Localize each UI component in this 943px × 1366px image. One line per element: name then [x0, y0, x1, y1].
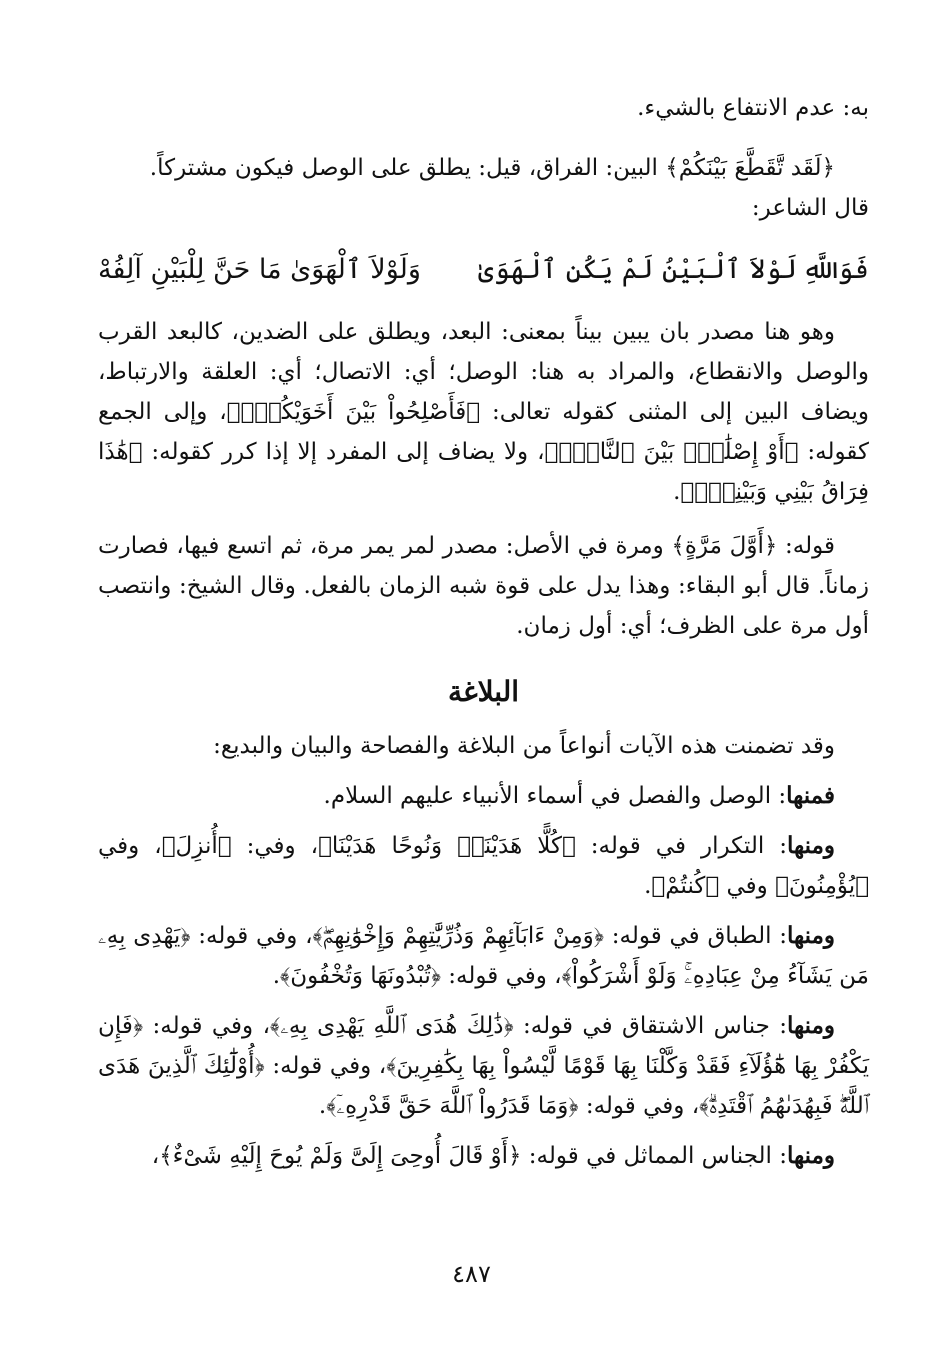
poetry-verse — [98, 248, 869, 292]
quran-quote: ﴿يَهْدِى بِهِۦ مَن يَشَآءُ مِنْ عِبَادِهِۦۚ وَلَوْ أَشْرَكُواْ﴾ — [98, 923, 869, 989]
text-line-3 — [98, 188, 869, 228]
paragraph-text: : الوصل والفصل في أسماء الأنبياء عليهم السلام. — [323, 783, 787, 809]
page-number: ٤٨٧ — [452, 1260, 491, 1288]
paragraph-text: . — [272, 963, 280, 989]
text-line-2 — [98, 148, 869, 188]
quran-quote: ﴿لَقَد تَّقَطَّعَ بَيْنَكُمْ﴾ — [665, 155, 835, 181]
text-line-1-content: به: عدم الانتفاع بالشيء. — [637, 95, 869, 121]
item-keyword: ومنها — [787, 832, 835, 859]
quran-quote: ﴿يُؤْمِنُونَ﴾ — [775, 873, 869, 899]
quran-quote: ﴿تُبْدُونَهَا وَتُخْفُونَ﴾ — [280, 963, 441, 989]
text-line-2-content: البين: الفراق، قيل: يطلق على الوصل فيكون مشتركاً. — [149, 155, 666, 181]
quran-quote: ﴿فَإِن يَكْفُرْ بِهَا هَٰٓؤُلَآءِ فَقَدْ وَكَّلْنَا بِهَا قَوْمًا لَّيْسُواْ بِهَا بِكَٰفِرِينَ﴾ — [98, 1013, 869, 1079]
quran-quote: ﴿وَمَا قَدَرُواْ ٱللَّهَ حَقَّ قَدْرِهِۦٓ﴾ — [326, 1093, 579, 1119]
quran-quote: ﴿أَوْ قَالَ أُوحِىَ إِلَىَّ وَلَمْ يُوحَ إِلَيْهِ شَىْءٌ﴾ — [159, 1143, 522, 1169]
paragraph-text: وقد تضمنت هذه الآيات أنواعاً من البلاغة والفصاحة والبيان والبديع: — [213, 733, 835, 759]
balagha-item-3 — [98, 916, 869, 996]
paragraph-text: ، وفي قوله: — [190, 923, 313, 949]
item-keyword: ومنها — [787, 1012, 836, 1039]
balagha-item-2 — [98, 826, 869, 906]
paragraph-text: ، وفي قوله: — [578, 1093, 700, 1119]
balagha-intro — [98, 726, 869, 766]
quran-quote: ﴿أُوْلَٰٓئِكَ ٱلَّذِينَ هَدَى ٱللَّهُۖ فَبِهُدَىٰهُمُ ٱقْتَدِهْۗ﴾ — [98, 1053, 869, 1119]
paragraph-text: ، وفي قوله: — [264, 1053, 387, 1079]
balagha-item-5 — [98, 1136, 869, 1176]
paragraph-text: ، وفي — [98, 833, 162, 859]
paragraph-text: : جناس الاشتقاق في قوله: — [513, 1013, 788, 1039]
verse-first-hemistich: فَوَاللَّهِ لَوْلاَ ٱلْبَيْنُ لَمْ يَكُنِ ٱلْهَوَىٰ — [478, 254, 869, 285]
quran-quote: ﴿أُنزِلَ﴾ — [161, 833, 232, 859]
verse-second-hemistich: وَلَوْلاَ ٱلْهَوَىٰ مَا حَنَّ لِلْبَيْنِ آلِفُهْ — [98, 254, 421, 285]
quran-quote: ﴿فَأَصْلِحُواْ بَيْنَ أَخَوَيْكُمْۚ﴾ — [226, 399, 481, 425]
paragraph-text: ، وفي: — [231, 833, 319, 859]
quran-quote: ﴿وَمِنْ ءَابَآئِهِمْ وَذُرِّيَّٰتِهِمْ وَإِخْوَٰنِهِمْۖ﴾ — [312, 923, 604, 949]
paragraph-text: ، وإلى الجمع كقوله: — [98, 399, 869, 465]
paragraph-text: ، وفي قوله: — [143, 1013, 270, 1039]
paragraph-text: قوله: — [777, 533, 835, 559]
paragraph-text: ، وفي قوله: — [440, 963, 562, 989]
paragraph-text: : الطباق في قوله: — [603, 923, 788, 949]
quran-quote: ﴿أَوَّلَ مَرَّةٍ﴾ — [671, 533, 778, 559]
item-keyword: ومنها — [787, 1142, 835, 1169]
item-keyword: ومنها — [787, 922, 836, 949]
paragraph-text: . — [318, 1093, 327, 1119]
paragraph-text: ، — [151, 1143, 160, 1169]
paragraph-bayn — [98, 312, 869, 512]
paragraph-text: . — [673, 479, 681, 505]
quran-quote: ﴿أَوْ إِصْلَٰحِۭ بَيْنَ ٱلنَّاسِۚ﴾ — [544, 439, 799, 465]
quran-quote: ﴿ذَٰلِكَ هُدَى ٱللَّهِ يَهْدِى بِهِۦ﴾ — [270, 1013, 514, 1039]
paragraph-text: : الجناس المماثل في قوله: — [521, 1143, 788, 1169]
paragraph-text: وفي — [719, 873, 776, 899]
paragraph-text: : التكرار في قوله: — [575, 833, 788, 859]
paragraph-text: ، ولا يضاف إلى المفرد إلا إذا كرر كقوله: — [142, 439, 545, 465]
balagha-item-4 — [98, 1006, 869, 1126]
paragraph-text: . — [644, 873, 652, 899]
paragraph-text: وهو هنا مصدر بان يبين بيناً بمعنى: البعد، ويطلق على الضدين، كالبعد القرب والوصل والانقطاع، والمراد به هنا: الوصل؛ أي: الاتصال؛ أي: العلقة والارتباط، ويضاف البين إلى المثنى كقوله تعالى: — [98, 319, 869, 425]
balagha-item-1 — [98, 776, 869, 816]
quran-quote: ﴿هَٰذَا فِرَاقُ بَيْنِي وَبَيْنِكَۚ﴾ — [98, 439, 869, 505]
section-heading: البلاغة — [447, 675, 520, 708]
quran-quote: ﴿كُلًّا هَدَيْنَاۚ وَنُوحًا هَدَيْنَا﴾ — [318, 833, 576, 859]
text-line-1 — [98, 88, 869, 128]
quran-quote: ﴿كُنتُمْ﴾ — [651, 873, 720, 899]
paragraph-text: ومرة في الأصل: مصدر لمر يمر مرة، ثم اتسع فيها، فصارت زماناً. قال أبو البقاء: وهذا يدل على قوة شبه الزمان بالفعل. وقال الشيخ: وانتصب أول مرة على الظرف؛ أي: أول زمان. — [98, 533, 869, 639]
item-keyword: فمنها — [786, 782, 835, 809]
paragraph-marrah — [98, 526, 869, 646]
poet-intro: قال الشاعر: — [751, 195, 869, 221]
